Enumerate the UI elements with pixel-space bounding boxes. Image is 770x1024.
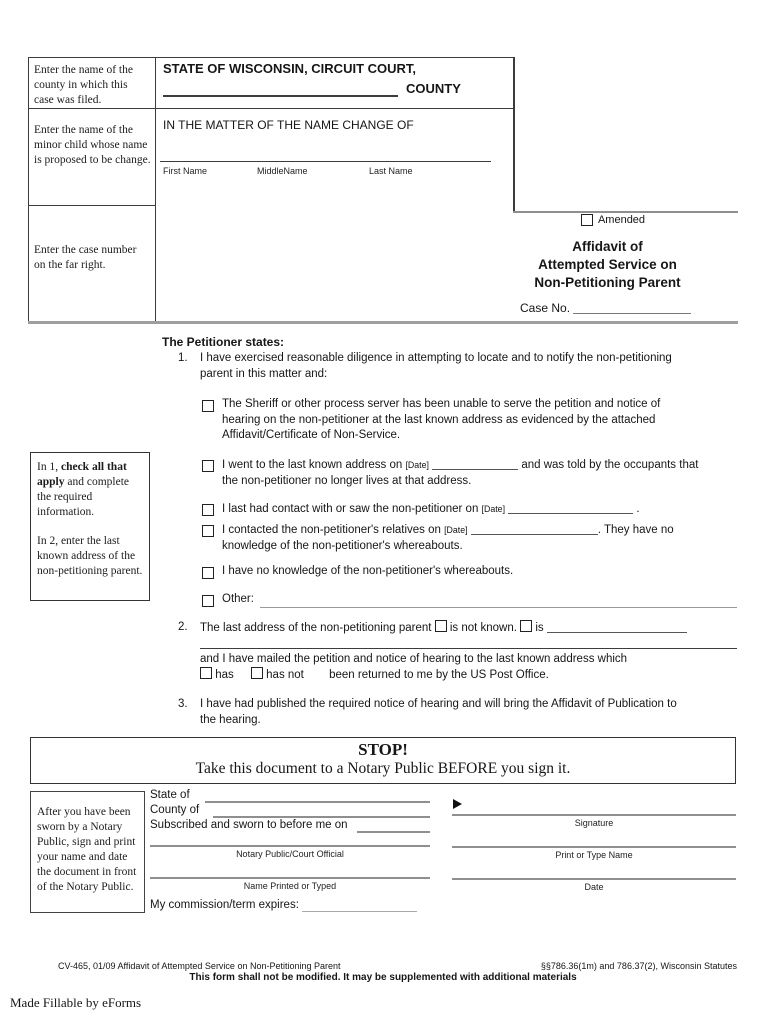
header-body-divider xyxy=(28,321,738,324)
header-row-divider-2 xyxy=(28,205,155,206)
check-c-date-tag: [Date] xyxy=(481,504,506,514)
check-c-post: . xyxy=(633,503,640,515)
sidebar-note-p1-pre: In 1, xyxy=(37,461,61,473)
check-d-text xyxy=(222,522,674,554)
check-d-pre: I contacted the non-petitioner's relatives on xyxy=(222,524,445,536)
form-title xyxy=(495,238,720,292)
form-title-line3: Non-Petitioning Parent xyxy=(534,275,681,290)
contact-date-field[interactable] xyxy=(508,501,633,514)
check-e-text: I have no knowledge of the non-petitioner's whereabouts. xyxy=(222,565,514,577)
notary-official-field[interactable] xyxy=(150,845,430,847)
check-b-text xyxy=(222,457,698,489)
item1-line1: I have exercised reasonable diligence in attempting to locate and to notify the non-petitioning xyxy=(200,352,672,364)
signature-field[interactable] xyxy=(452,814,736,816)
sidebar-note-p1-post: and complete the required information. xyxy=(37,476,130,518)
commission-date-field[interactable] xyxy=(302,911,417,912)
state-of-field[interactable] xyxy=(205,801,430,803)
sidebar-note-p2: In 2, enter the last known address of the non-petitioning parent. xyxy=(37,535,143,577)
check-b-post: and was told by the occupants that xyxy=(518,459,699,471)
last-address-field-1[interactable] xyxy=(547,620,687,633)
went-date-field[interactable] xyxy=(432,457,518,470)
has-label: has xyxy=(215,669,234,681)
check-b-pre: I went to the last known address on xyxy=(222,459,406,471)
item2-pre: The last address of the non-petitioning parent xyxy=(200,622,435,634)
check-d-line2: knowledge of the non-petitioner's whereabouts. xyxy=(222,539,463,552)
relatives-date-field[interactable] xyxy=(471,522,598,535)
item2-line4 xyxy=(200,667,549,684)
notary-official-label: Notary Public/Court Official xyxy=(236,849,344,859)
petitioner-states-heading: The Petitioner states: xyxy=(162,335,285,349)
date-field[interactable] xyxy=(452,878,736,880)
header-right-column-rule xyxy=(513,57,515,212)
caption-bottom-rule xyxy=(513,211,738,213)
last-contact-checkbox[interactable] xyxy=(202,504,214,516)
county-of-label: County of xyxy=(150,804,200,816)
date-label: Date xyxy=(584,882,604,892)
instruction-child-name: Enter the name of the minor child whose name is proposed to be change. xyxy=(34,124,151,166)
is-checkbox[interactable] xyxy=(520,620,532,632)
footer-form-id: CV-465, 01/09 Affidavit of Attempted Service on Non-Petitioning Parent xyxy=(58,961,341,971)
check-a-line3: Affidavit/Certificate of Non-Service. xyxy=(222,429,401,442)
sworn-date-field[interactable] xyxy=(357,831,430,833)
state-of-label: State of xyxy=(150,789,190,801)
footer-no-modify-notice: This form shall not be modified. It may be supplemented with additional materials xyxy=(189,972,577,983)
sheriff-unable-checkbox[interactable] xyxy=(202,400,214,412)
instruction-case-number: Enter the case number on the far right. xyxy=(34,244,137,271)
item2-not-known: is not known. xyxy=(446,622,521,634)
county-name-field[interactable] xyxy=(163,95,398,97)
check-d-post: . They have no xyxy=(597,524,674,536)
header-column-divider xyxy=(155,57,156,322)
item2-text xyxy=(200,620,687,637)
has-not-checkbox[interactable] xyxy=(251,667,263,679)
sidebar-note-p1-bold: check all that apply xyxy=(37,461,127,488)
signature-arrow-icon xyxy=(453,799,462,809)
signature-label: Signature xyxy=(574,818,614,828)
court-title: STATE OF WISCONSIN, CIRCUIT COURT, xyxy=(163,61,417,76)
check-a-text xyxy=(222,397,660,444)
notary-instruction-box xyxy=(30,791,145,913)
item2-is: is xyxy=(532,622,547,634)
commission-label: My commission/term expires: xyxy=(150,899,299,911)
check-f-row xyxy=(222,592,737,608)
amended-label: Amended xyxy=(597,214,646,226)
item3-line2: the hearing. xyxy=(200,713,261,726)
header-row-divider-1 xyxy=(28,108,513,109)
item2-line3: and I have mailed the petition and notice of hearing to the last known address which xyxy=(200,653,628,665)
notary-name-printed-label: Name Printed or Typed xyxy=(243,881,337,891)
other-label: Other: xyxy=(222,593,254,605)
stop-notice-box xyxy=(30,737,736,784)
went-to-address-checkbox[interactable] xyxy=(202,460,214,472)
returned-text: been returned to me by the US Post Office. xyxy=(329,669,549,681)
item2-number: 2. xyxy=(178,621,188,633)
item3-number: 3. xyxy=(178,698,188,710)
item1-line2: parent in this matter and: xyxy=(200,367,328,380)
print-name-field[interactable] xyxy=(452,846,736,848)
sidebar-note-p1 xyxy=(31,453,149,520)
child-name-field[interactable] xyxy=(160,161,491,162)
last-address-field-2[interactable] xyxy=(200,648,737,649)
no-knowledge-checkbox[interactable] xyxy=(202,567,214,579)
caption-title: IN THE MATTER OF THE NAME CHANGE OF xyxy=(163,118,414,132)
instruction-county: Enter the name of the county in which this case was filed. xyxy=(34,64,133,106)
subscribed-label: Subscribed and sworn to before me on xyxy=(150,819,348,831)
check-c-text xyxy=(222,501,640,518)
check-d-date-tag: [Date] xyxy=(444,525,468,535)
item3-text xyxy=(200,697,677,728)
check-c-pre: I last had contact with or saw the non-petitioner on xyxy=(222,503,482,515)
print-name-label: Print or Type Name xyxy=(555,850,633,860)
form-title-line2: Attempted Service on xyxy=(538,257,677,272)
county-word: COUNTY xyxy=(406,81,461,96)
check-a-line1: The Sheriff or other process server has been unable to serve the petition and notice of xyxy=(222,398,661,410)
item3-line1: I have had published the required notice of hearing and will bring the Affidavit of Publication to xyxy=(200,698,677,710)
footer-statutes: §§786.36(1m) and 786.37(2), Wisconsin Statutes xyxy=(540,961,737,971)
amended-checkbox[interactable] xyxy=(581,214,593,226)
case-no-field[interactable] xyxy=(573,301,691,314)
notary-instruction: After you have been sworn by a Notary Public, sign and print your name and date the document in front of the Notary Public. xyxy=(37,806,137,893)
contacted-relatives-checkbox[interactable] xyxy=(202,525,214,537)
case-no-row xyxy=(520,301,691,315)
notary-name-printed-field[interactable] xyxy=(150,877,430,879)
stop-line: Take this document to a Notary Public BEFORE you sign it. xyxy=(195,760,571,777)
has-not-label: has not xyxy=(266,669,304,681)
item1-text xyxy=(200,351,672,382)
first-name-label: First Name xyxy=(163,166,208,176)
not-known-checkbox[interactable] xyxy=(435,620,447,632)
footer-eforms-credit: Made Fillable by eForms xyxy=(10,995,142,1010)
header-top-rule xyxy=(28,57,513,58)
other-checkbox[interactable] xyxy=(202,595,214,607)
middle-name-label: MiddleName xyxy=(257,166,308,176)
other-field[interactable] xyxy=(260,594,737,608)
last-name-label: Last Name xyxy=(369,166,413,176)
header-left-rule xyxy=(28,57,29,322)
check-a-line2: hearing on the non-petitioner at the last known address as evidenced by the attached xyxy=(222,413,656,426)
amended-row xyxy=(513,214,713,226)
sidebar-note-box xyxy=(30,452,150,601)
check-b-line2: the non-petitioner no longer lives at that address. xyxy=(222,474,472,487)
case-no-label: Case No. xyxy=(520,301,571,315)
has-checkbox[interactable] xyxy=(200,667,212,679)
stop-title: STOP! xyxy=(358,740,408,759)
check-b-date-tag: [Date] xyxy=(405,460,429,470)
form-title-line1: Affidavit of xyxy=(572,239,643,254)
item1-number: 1. xyxy=(178,352,188,364)
